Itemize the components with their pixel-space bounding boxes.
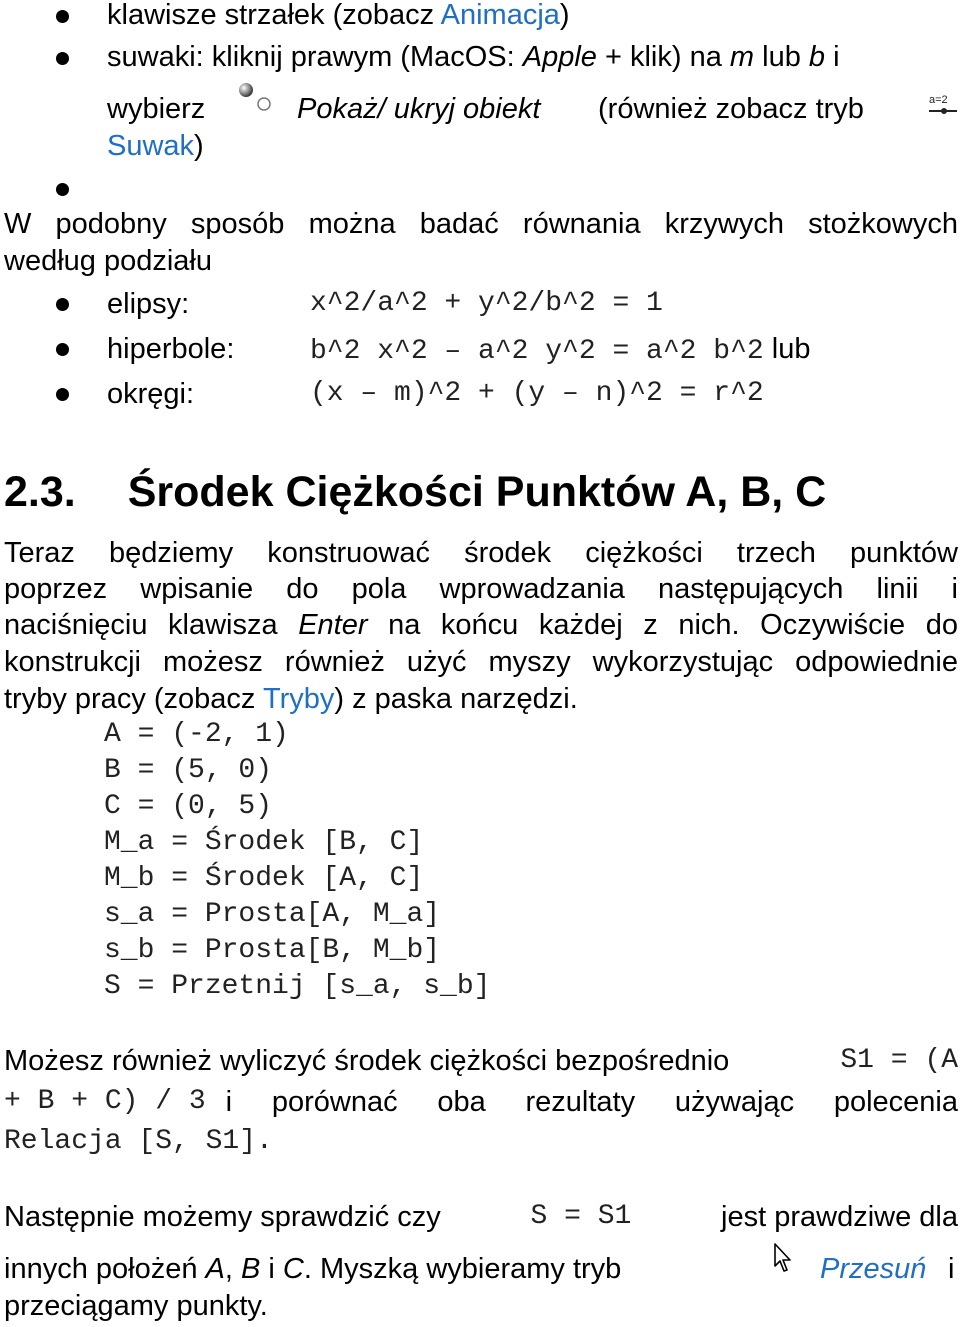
paragraph-line: i [948,1253,955,1285]
link-tryby[interactable]: Tryby [262,683,335,715]
section-number: 2.3. [4,468,76,516]
slider-tool-icon [928,92,958,118]
bullet [56,388,69,401]
bullet [56,298,69,311]
bullet [56,10,69,23]
conic-equation: (x – m)^2 + (y – n)^2 = r^2 [310,378,764,409]
conic-label: hiperbole: [107,333,235,365]
link-animacja[interactable]: Animacja [440,0,560,31]
bullet [56,52,69,65]
conic-label: elipsy: [107,288,190,320]
paragraph-line: naciśnięciu klawisza Enter na końcu każdej z nich. Oczywiście do [4,609,959,641]
list-item-continued: Pokaż/ ukryj obiekt [297,93,541,125]
bullet [56,183,69,196]
conic-equation: b^2 x^2 – a^2 y^2 = a^2 b^2 [310,336,764,367]
intro-line: W podobny sposób można badać równania krzywych stożkowych [4,208,958,240]
paragraph-line: Następnie możemy sprawdzić czy S = S1 jest prawdziwe dla [4,1201,958,1233]
list-item: klawisze strzałek (zobacz Animacja) [107,0,570,31]
list-item: suwaki: kliknij prawym (MacOS: Apple + klik) na m lub b i [107,41,840,73]
code-line: S = Przetnij [s_a, s_b] [104,971,491,1002]
link-przesun[interactable]: Przesuń [820,1253,927,1285]
list-item-continued: (również zobacz tryb [598,93,864,125]
paragraph-line: konstrukcji możesz również użyć myszy wykorzystując odpowiednie [4,646,958,678]
paragraph-line: + B + C) / 3 i porównać oba rezultaty używając polecenia [4,1086,958,1118]
paragraph-line: przeciągamy punkty. [4,1290,268,1322]
paragraph-line: Relacja [S, S1]. [4,1126,273,1157]
svg-text:a=2: a=2 [929,94,948,106]
code-line: s_a = Prosta[A, M_a] [104,899,441,930]
conic-equation: x^2/a^2 + y^2/b^2 = 1 [310,288,663,319]
code-line: M_b = Środek [A, C] [104,863,424,894]
link-suwak[interactable]: Suwak [107,130,195,162]
paragraph-line [820,1251,960,1287]
code-line: M_a = Środek [B, C] [104,827,424,858]
bullet [56,343,69,356]
paragraph-line: tryby pracy (zobacz Tryby) z paska narzędzi. [4,683,578,715]
list-item-continued: Suwak) [107,130,204,162]
code-line: s_b = Prosta[B, M_b] [104,935,441,966]
conic-equation-line: b^2 x^2 – a^2 y^2 = a^2 b^2 lub [310,333,811,367]
paragraph-line: poprzez wpisanie do pola wprowadzania następujących linii i [4,573,958,605]
show-hide-object-icon [236,82,276,118]
intro-line: według podziału [4,245,212,277]
paragraph-line: innych położeń A, B i C. Myszką wybieramy tryb [4,1253,622,1285]
section-heading [4,468,826,517]
code-line: B = (5, 0) [104,755,273,786]
paragraph-line: Możesz również wyliczyć środek ciężkości bezpośrednio S1 = (A [4,1045,958,1077]
paragraph-line: Teraz będziemy konstruować środek ciężkości trzech punktów [4,537,958,569]
section-title: Środek Ciężkości Punktów A, B, C [127,468,827,516]
move-pointer-icon [772,1242,796,1274]
code-line: C = (0, 5) [104,791,273,822]
code-line: A = (-2, 1) [104,719,289,750]
list-item-continued: wybierz [107,93,206,125]
conic-label: okręgi: [107,378,195,410]
